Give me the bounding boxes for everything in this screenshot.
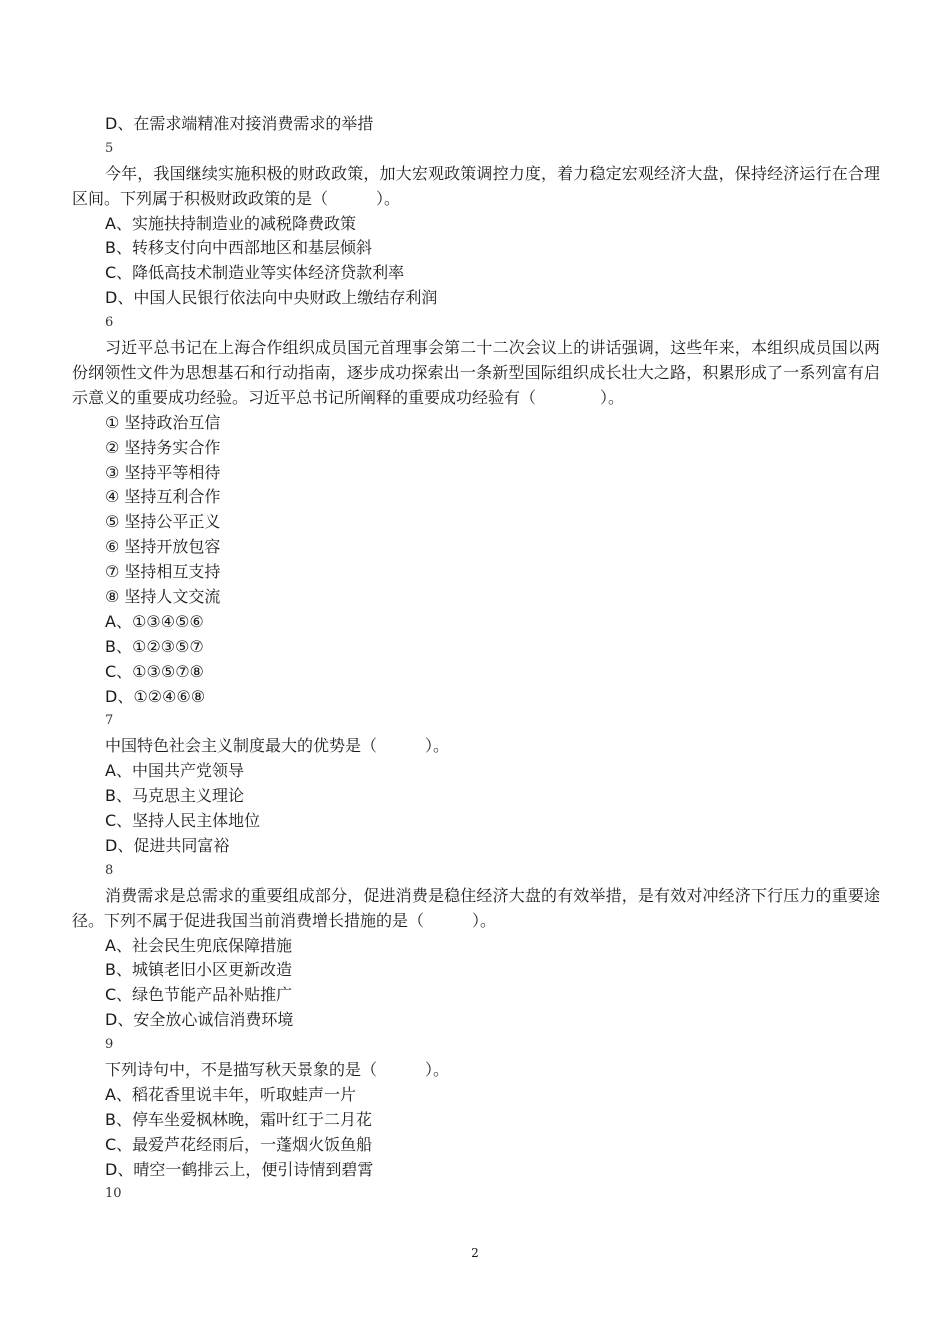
text-line: ⑥ 坚持开放包容 [105,537,221,557]
text-line: A、社会民生兜底保障措施 [105,935,292,955]
text-line: A、中国共产党领导 [105,761,244,781]
question-stem: 今年，我国继续实施积极的财政政策，加大宏观政策调控力度，着力稳定宏观经济大盘，保持经济运行在合理区间。下列属于积极财政政策的是（ ）。 [72,163,880,208]
text-line: ③ 坚持平等相待 [105,462,221,482]
document-body [72,112,880,1207]
question-stem: 习近平总书记在上海合作组织成员国元首理事会第二十二次会议上的讲话强调，这些年来，本组织成员国以两份纲领性文件为思想基石和行动指南，逐步成功探索出一条新型国际组织成长壮大之路，积累形成了一系列富有启示意义的重要成功经验。习近平总书记所阐释的重要成功经验有（ ）。 [72,338,880,407]
text-line: C、坚持人民主体地位 [105,811,261,831]
text-line: 中国特色社会主义制度最大的优势是（ ）。 [105,736,450,756]
text-line: C、降低高技术制造业等实体经济贷款利率 [105,263,405,283]
question-number: 5 [105,140,114,156]
text-line: D、①②④⑥⑧ [105,686,206,706]
text-line: B、停车坐爱枫林晚，霜叶红于二月花 [105,1109,372,1129]
page-number: 2 [471,1246,479,1260]
text-line: 下列诗句中，不是描写秋天景象的是（ ）。 [105,1059,450,1079]
text-line: ⑤ 坚持公平正义 [105,512,221,532]
question-number: 9 [105,1037,114,1053]
text-line: ② 坚持务实合作 [105,437,221,457]
question-stem: 消费需求是总需求的重要组成部分，促进消费是稳住经济大盘的有效举措，是有效对冲经济下行压力的重要途径。下列不属于促进我国当前消费增长措施的是（ ）。 [72,885,880,930]
question-number: 6 [105,315,114,331]
text-line: D、促进共同富裕 [105,835,230,855]
text-line: D、晴空一鹤排云上，便引诗情到碧霄 [105,1159,374,1179]
text-line: D、安全放心诚信消费环境 [105,1010,294,1030]
text-line: A、实施扶持制造业的减税降费政策 [105,213,356,233]
text-line: ⑧ 坚持人文交流 [105,587,221,606]
question-number: 10 [105,1186,122,1202]
text-line: B、马克思主义理论 [105,786,244,806]
text-line: A、①③④⑤⑥ [105,611,204,631]
text-line: C、①③⑤⑦⑧ [105,661,204,681]
text-line: B、转移支付向中西部地区和基层倾斜 [105,238,372,258]
text-line: ④ 坚持互利合作 [105,487,221,507]
question-number: 8 [105,862,114,878]
text-line: C、绿色节能产品补贴推广 [105,985,293,1005]
text-line: ① 坚持政治互信 [105,412,221,432]
text-line: B、①②③⑤⑦ [105,636,204,656]
text-line: D、中国人民银行依法向中央财政上缴结存利润 [105,288,438,308]
text-line: D、在需求端精准对接消费需求的举措 [105,114,374,133]
text-line: ⑦ 坚持相互支持 [105,562,221,582]
question-number: 7 [105,713,114,729]
text-line: A、稻花香里说丰年，听取蛙声一片 [105,1084,356,1104]
text-line: B、城镇老旧小区更新改造 [105,960,292,980]
text-line: C、最爱芦花经雨后，一蓬烟火饭鱼船 [105,1134,373,1154]
